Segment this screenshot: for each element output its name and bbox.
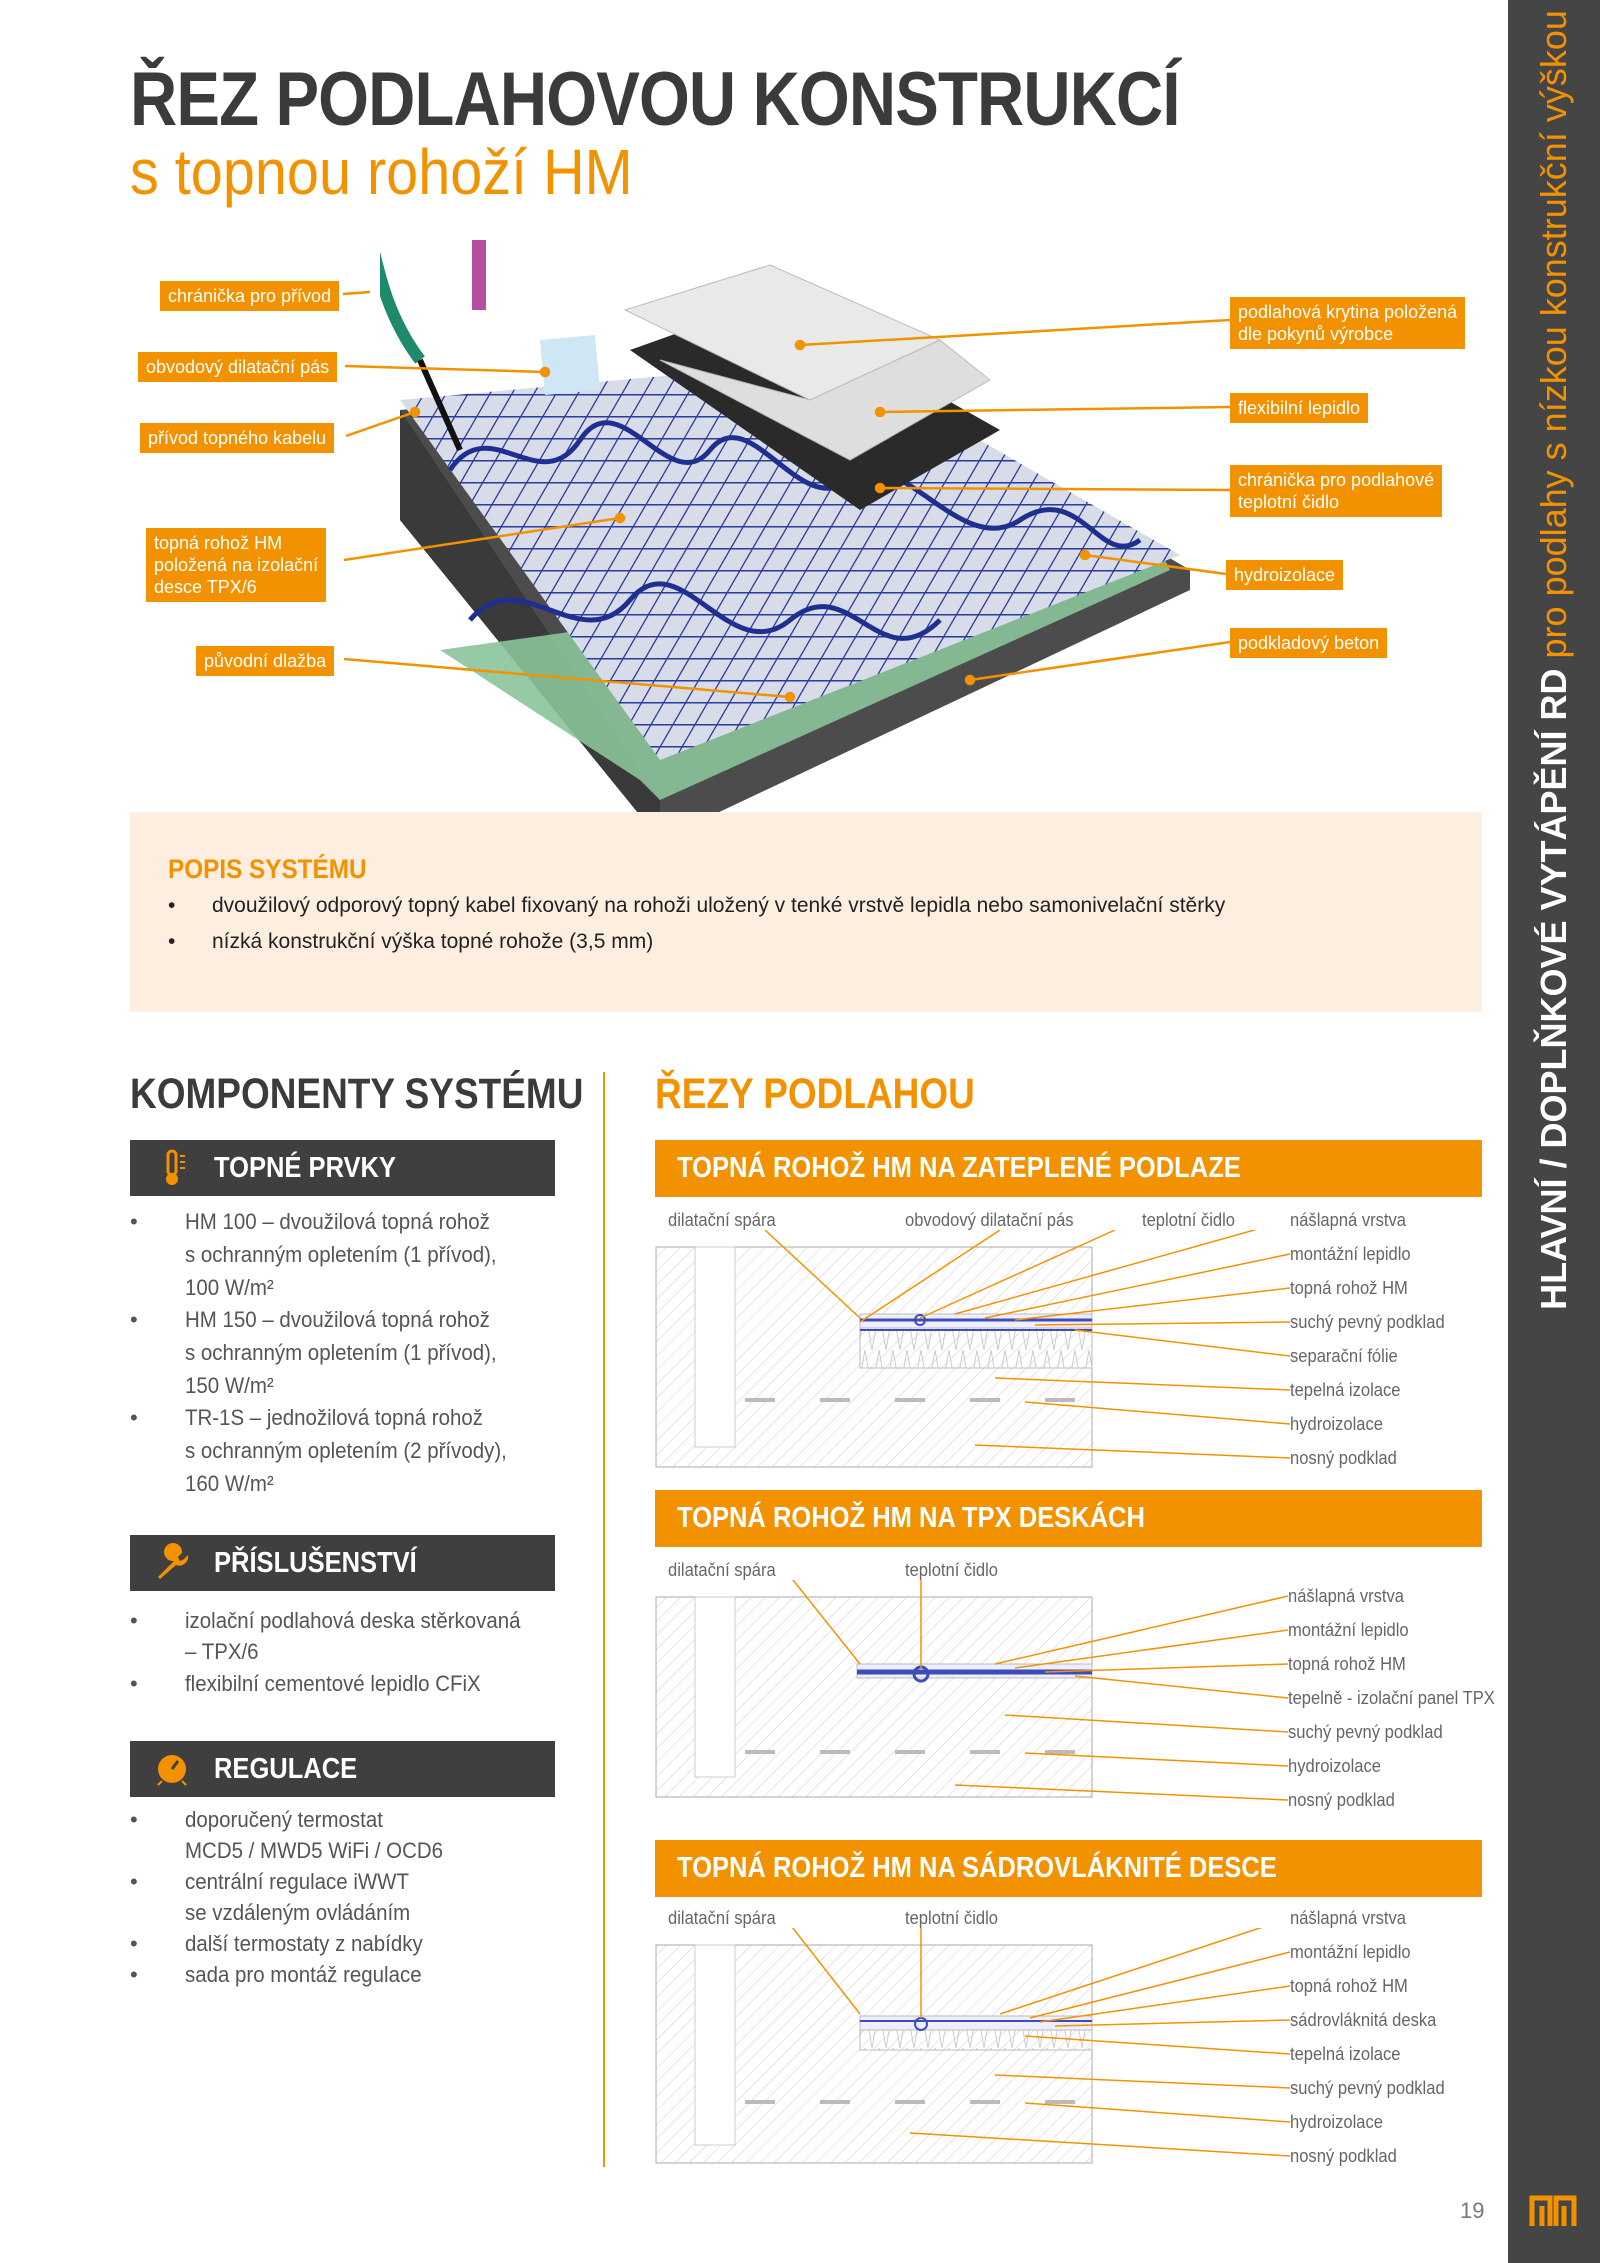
heating-elements-header (130, 1140, 555, 1196)
floor-illustration (380, 240, 1210, 850)
section-drywall-header (655, 1840, 1482, 1897)
section-label: montážní lepidlo (1290, 1942, 1411, 1962)
bullet-dot: • (130, 1209, 138, 1234)
bullet-dot: • (168, 930, 176, 953)
label-teplotni-cidlo: teplotní čidlo (905, 1908, 998, 1928)
callout-chranicka-cidlo-line1: chránička pro podlahové (1238, 470, 1435, 490)
section-insulated-title: TOPNÁ ROHOŽ HM NA ZATEPLENÉ PODLAZE (677, 1152, 1241, 1184)
section-label: topná rohož HM (1288, 1654, 1406, 1674)
callout-topna-rohoz (146, 528, 326, 602)
section-label: tepelná izolace (1290, 1380, 1401, 1400)
page-number: 19 (1460, 2198, 1485, 2223)
bullet-dot: • (168, 894, 176, 917)
list-item-text: doporučený termostat (185, 1807, 383, 1832)
list-item-text: HM 100 – dvoužilová topná rohož (185, 1209, 490, 1234)
section-label: nosný podklad (1290, 1448, 1397, 1468)
section-insulated-diagram (655, 1230, 1295, 1470)
label-dilatacni-spara: dilatační spára (668, 1210, 776, 1230)
section-label: sádrovláknitá deska (1290, 2010, 1437, 2030)
label-obvodovy-pas: obvodový dilatační pás (905, 1210, 1074, 1230)
callout-chranicka-cidlo (1230, 465, 1442, 517)
section-label: suchý pevný podklad (1290, 1312, 1445, 1332)
system-description-bullet (168, 894, 1225, 918)
list-item-text: izolační podlahová deska stěrkovaná (185, 1608, 521, 1633)
section-drywall-diagram (655, 1928, 1295, 2168)
callout-chranicka: chránička pro přívod (160, 281, 339, 311)
bullet-dot: • (130, 1405, 138, 1430)
accessories-label: PŘÍSLUŠENSTVÍ (214, 1547, 417, 1579)
section-label: tepelně - izolační panel TPX (1288, 1688, 1495, 1708)
section-label: topná rohož HM (1290, 1278, 1408, 1298)
components-heading: KOMPONENTY SYSTÉMU (130, 1070, 584, 1118)
list-item-text: centrální regulace iWWT (185, 1869, 409, 1894)
section-label: hydroizolace (1290, 2112, 1383, 2132)
system-description (130, 812, 1482, 1012)
section-tpx-title: TOPNÁ ROHOŽ HM NA TPX DESKÁCH (677, 1502, 1145, 1534)
regulation-label: REGULACE (214, 1753, 358, 1785)
list-item-text: flexibilní cementové lepidlo CFiX (185, 1671, 481, 1696)
section-label: topná rohož HM (1290, 1976, 1408, 1996)
callout-lepidlo: flexibilní lepidlo (1230, 393, 1368, 423)
list-item-text: s ochranným opletením (2 přívody), (185, 1438, 507, 1463)
section-label: suchý pevný podklad (1288, 1722, 1443, 1742)
section-label: tepelná izolace (1290, 2044, 1401, 2064)
label-teplotni-cidlo: teplotní čidlo (905, 1560, 998, 1580)
list-item-text: 100 W/m² (185, 1275, 274, 1300)
bullet-dot: • (130, 1931, 138, 1956)
regulation-header (130, 1741, 555, 1797)
callout-puvodni: původní dlažba (196, 646, 334, 676)
sidebar-title (1533, 10, 1575, 1310)
callout-hydroizolace: hydroizolace (1226, 560, 1343, 590)
sidebar-title-rest: pro podlahy s nízkou konstrukční výškou (1533, 10, 1574, 659)
label-teplotni-cidlo: teplotní čidlo (1142, 1210, 1235, 1230)
bullet-dot: • (130, 1869, 138, 1894)
section-insulated-header (655, 1140, 1482, 1197)
bullet-dot: • (130, 1962, 138, 1987)
list-item-text: 150 W/m² (185, 1373, 274, 1398)
callout-topna-rohoz-line1: topná rohož HM (154, 533, 283, 553)
thermostat-icon (152, 1749, 192, 1789)
section-label: nášlapná vrstva (1290, 1210, 1406, 1230)
list-item-text: MCD5 / MWD5 WiFi / OCD6 (185, 1838, 444, 1863)
accessories-header (130, 1535, 555, 1591)
callout-beton: podkladový beton (1230, 628, 1387, 658)
label-dilatacni-spara: dilatační spára (668, 1560, 776, 1580)
list-item-text: 160 W/m² (185, 1471, 274, 1496)
section-label: suchý pevný podklad (1290, 2078, 1445, 2098)
callout-chranicka-cidlo-line2: teplotní čidlo (1238, 492, 1340, 512)
list-item-text: HM 150 – dvoužilová topná rohož (185, 1307, 490, 1332)
callout-krytina (1230, 297, 1465, 349)
section-tpx-diagram (655, 1580, 1295, 1820)
bullet-dot: • (130, 1807, 138, 1832)
section-label: nášlapná vrstva (1290, 1908, 1406, 1928)
list-item-text: TR-1S – jednožilová topná rohož (185, 1405, 483, 1430)
callout-krytina-line1: podlahová krytina položená (1238, 302, 1458, 322)
bullet-text: dvoužilový odporový topný kabel fixovaný na rohoži uložený v tenké vrstvě lepidla nebo samonivelační stěrky (212, 894, 1226, 917)
callout-obvodovy: obvodový dilatační pás (138, 352, 337, 382)
callout-krytina-line2: dle pokynů výrobce (1238, 324, 1394, 344)
list-item-text: sada pro montáž regulace (185, 1962, 422, 1987)
section-drywall-title: TOPNÁ ROHOŽ HM NA SÁDROVLÁKNITÉ DESCE (677, 1852, 1277, 1884)
list-item-text: další termostaty z nabídky (185, 1931, 423, 1956)
callout-privod: přívod topného kabelu (140, 423, 334, 453)
column-divider (603, 1072, 605, 2167)
callout-topna-rohoz-line3: desce TPX/6 (154, 577, 257, 597)
bullet-text: nízká konstrukční výška topné rohože (3,5 mm) (212, 930, 654, 953)
callout-topna-rohoz-line2: položená na izolační (154, 555, 319, 575)
section-label: nosný podklad (1288, 1790, 1395, 1810)
label-dilatacni-spara: dilatační spára (668, 1908, 776, 1928)
section-label: hydroizolace (1288, 1756, 1381, 1776)
sections-heading: ŘEZY PODLAHOU (655, 1070, 975, 1118)
section-tpx-header (655, 1490, 1482, 1547)
list-item-text: s ochranným opletením (1 přívod), (185, 1340, 497, 1365)
section-label: montážní lepidlo (1288, 1620, 1409, 1640)
section-label: separační fólie (1290, 1346, 1398, 1366)
bullet-dot: • (130, 1671, 138, 1696)
list-item-text: – TPX/6 (185, 1639, 259, 1664)
system-description-bullet (168, 930, 653, 954)
wrench-icon (152, 1543, 192, 1583)
section-label: hydroizolace (1290, 1414, 1383, 1434)
bullet-dot: • (130, 1608, 138, 1633)
system-description-heading: POPIS SYSTÉMU (168, 854, 367, 884)
sidebar-title-bold: HLAVNÍ / DOPLŇKOVÉ VYTÁPĚNÍ RD (1533, 668, 1574, 1310)
brand-logo-icon (1528, 2190, 1578, 2230)
bullet-dot: • (130, 1307, 138, 1332)
heating-elements-label: TOPNÉ PRVKY (214, 1152, 397, 1184)
list-item-text: se vzdáleným ovládáním (185, 1900, 411, 1925)
list-item-text: s ochranným opletením (1 přívod), (185, 1242, 497, 1267)
page-subtitle: s topnou rohoží HM (130, 136, 633, 208)
section-label: nášlapná vrstva (1288, 1586, 1404, 1606)
page-title: ŘEZ PODLAHOVOU KONSTRUKCÍ (130, 57, 1180, 142)
section-label: montážní lepidlo (1290, 1244, 1411, 1264)
thermometer-icon (152, 1148, 192, 1188)
section-label: nosný podklad (1290, 2146, 1397, 2166)
